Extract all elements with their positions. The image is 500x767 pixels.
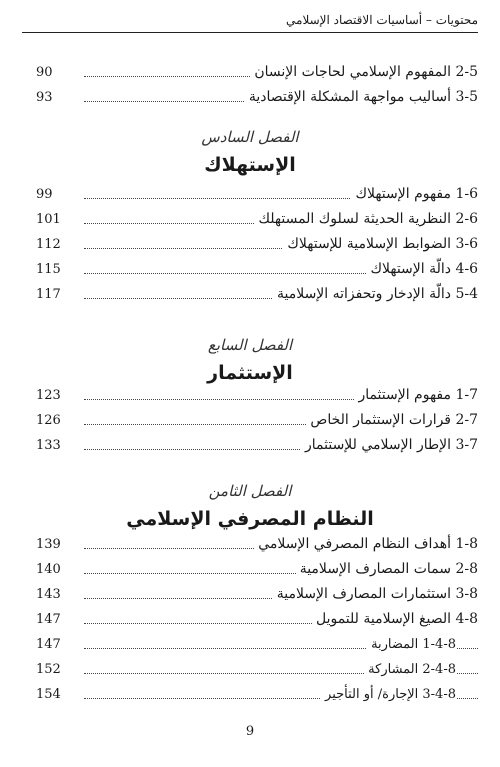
toc-entry-page: 140: [36, 562, 61, 577]
toc-entry-title: 1-4-8 المضاربة: [367, 632, 456, 657]
toc-entry-title: 4-6 دالّة الإستهلاك: [366, 257, 478, 282]
toc-entry: [22, 607, 478, 632]
toc-entry-title: 2-7 قرارات الإستثمار الخاص: [306, 408, 478, 433]
toc-subentry: [22, 632, 478, 657]
toc-entry: [22, 232, 478, 257]
toc-entry-page: 133: [36, 438, 61, 453]
toc-entry-title: 2-4-8 المشاركة: [364, 657, 456, 682]
toc-entry-title: 2-5 المفهوم الإسلامي لحاجات الإنسان: [250, 60, 478, 85]
page-number: 9: [245, 724, 255, 739]
toc-entry-page: 99: [36, 187, 53, 202]
toc-section-chapter8: [22, 532, 478, 707]
toc-entry-title: 1-8 أهداف النظام المصرفي الإسلامي: [254, 532, 478, 557]
toc-section-chapter7: [22, 383, 478, 458]
toc-entry-page: 147: [36, 612, 61, 627]
toc-section-chapter5: [22, 60, 478, 110]
toc-entry: [22, 257, 478, 282]
toc-entry-title: 2-6 النظرية الحديثة لسلوك المستهلك: [254, 207, 478, 232]
toc-entry-page: 126: [36, 413, 61, 428]
toc-entry: [22, 433, 478, 458]
toc-entry-page: 93: [36, 90, 53, 105]
toc-entry-page: 112: [36, 237, 61, 252]
chapter-ornament: الفصل الثامن: [208, 482, 292, 500]
toc-entry-page: 101: [36, 212, 61, 227]
toc-entry-page: 139: [36, 537, 61, 552]
toc-entry: [22, 85, 478, 110]
toc-entry-page: 154: [36, 687, 61, 702]
chapter-ornament: الفصل السادس: [201, 128, 299, 146]
chapter-ornament: الفصل السابع: [207, 336, 293, 354]
toc-entry-title: 3-8 استثمارات المصارف الإسلامية: [273, 582, 478, 607]
toc-entry-title: 5-4 دالّة الإدخار وتحفزاته الإسلامية: [273, 282, 478, 307]
toc-entry-page: 117: [36, 287, 61, 302]
toc-section-chapter6: [22, 182, 478, 307]
toc-entry-title: 1-7 مفهوم الإستثمار: [354, 383, 478, 408]
toc-entry: [22, 383, 478, 408]
running-header: محتويات – أساسيات الاقتصاد الإسلامي: [22, 8, 478, 33]
toc-entry: [22, 532, 478, 557]
toc-entry-title: 3-4-8 الإجارة/ أو التأجير: [321, 682, 456, 707]
toc-entry-title: 3-6 الضوابط الإسلامية للإستهلاك: [283, 232, 478, 257]
chapter-title: الإستثمار: [207, 362, 293, 384]
toc-entry-page: 152: [36, 662, 61, 677]
chapter-title: الإستهلاك: [204, 154, 296, 176]
toc-entry: [22, 582, 478, 607]
toc-entry: [22, 207, 478, 232]
toc-entry: [22, 60, 478, 85]
toc-entry: [22, 182, 478, 207]
toc-entry: [22, 408, 478, 433]
toc-entry-page: 147: [36, 637, 61, 652]
toc-entry-page: 90: [36, 65, 53, 80]
toc-entry-page: 143: [36, 587, 61, 602]
chapter-title: النظام المصرفي الإسلامي: [126, 508, 374, 530]
toc-entry-title: 2-8 سمات المصارف الإسلامية: [296, 557, 478, 582]
toc-entry: [22, 282, 478, 307]
toc-entry-page: 115: [36, 262, 61, 277]
toc-entry-title: 4-8 الصيغ الإسلامية للتمويل: [312, 607, 478, 632]
toc-entry-title: 1-6 مفهوم الإستهلاك: [351, 182, 478, 207]
toc-subentry: [22, 682, 478, 707]
toc-entry-title: 3-5 أساليب مواجهة المشكلة الإقتصادية: [245, 85, 478, 110]
toc-entry-page: 123: [36, 388, 61, 403]
toc-entry-title: 3-7 الإطار الإسلامي للإستثمار: [301, 433, 478, 458]
toc-subentry: [22, 657, 478, 682]
toc-entry: [22, 557, 478, 582]
